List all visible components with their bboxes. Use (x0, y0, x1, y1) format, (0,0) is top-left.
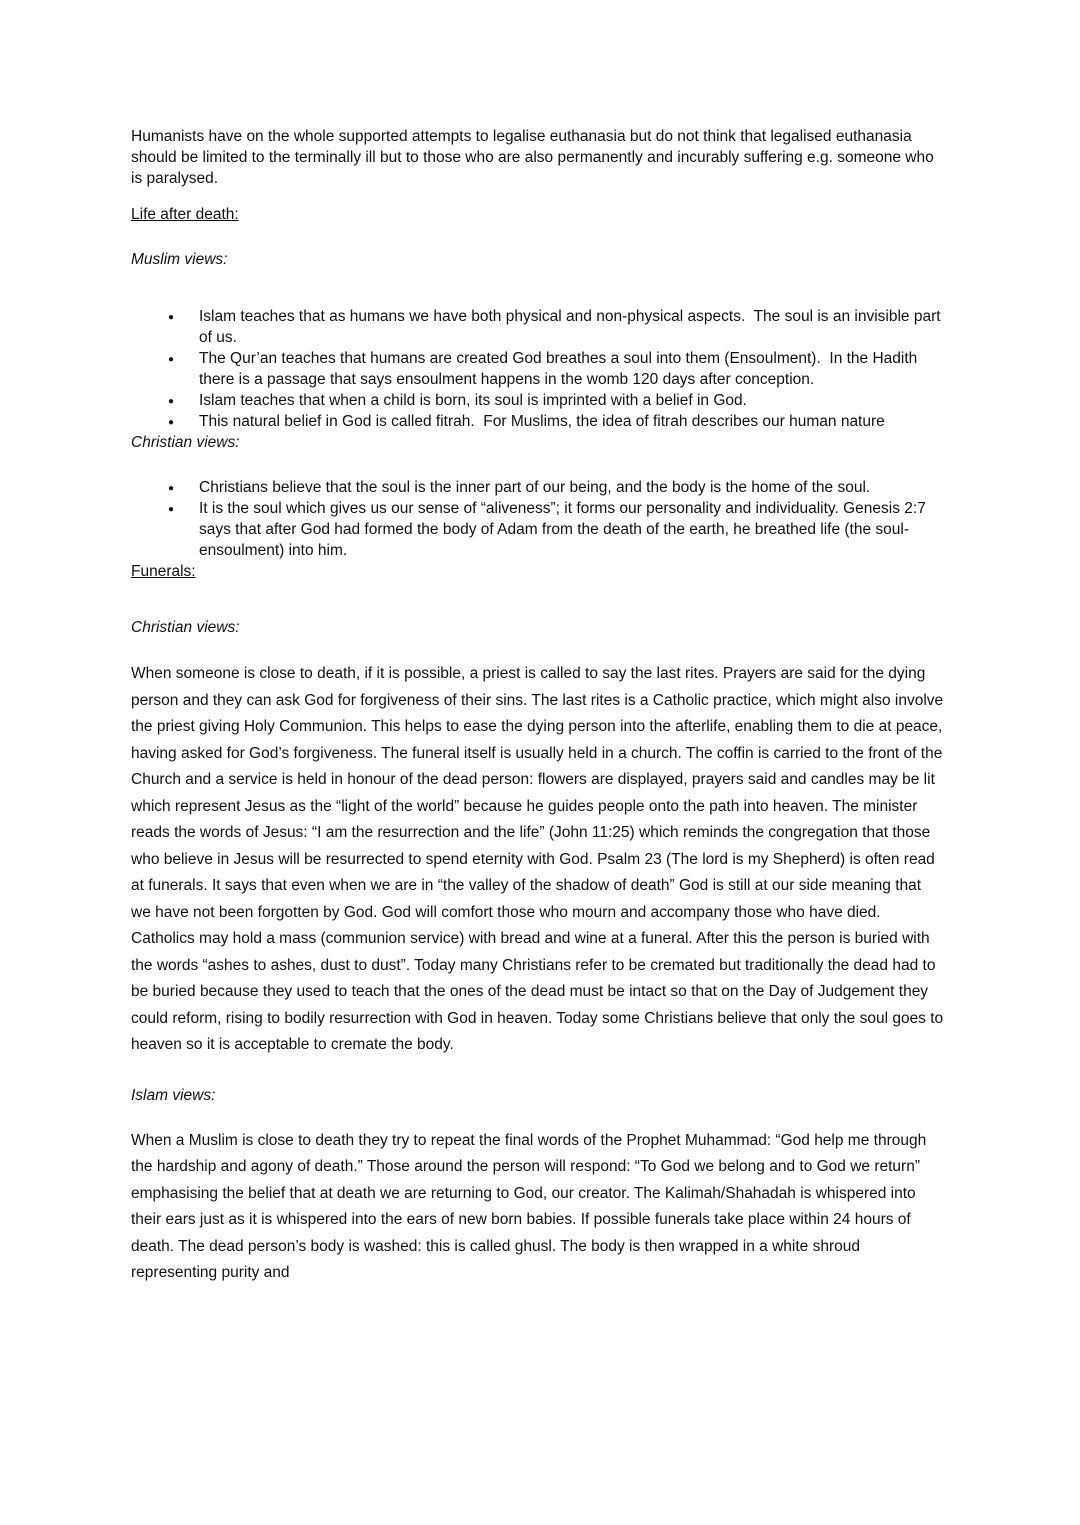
christian-views-bullet-list (131, 477, 945, 561)
bullet-item: ● Islam teaches that as humans we have both physical and non-physical aspects. The soul is an invisible part of us. (199, 306, 945, 348)
heading-life-after-death: Life after death: (131, 206, 239, 223)
subheading-funerals-islam-views: Islam views: (131, 1086, 216, 1104)
intro-paragraph: Humanists have on the whole supported attempts to legalise euthanasia but do not think that legalised euthanasia should be limited to the terminally ill but to those who are also permanently and incurably suffering e.g. someone who is paralysed. (131, 128, 939, 187)
muslim-views-bullet-list (131, 306, 945, 432)
bullet-item: ● Christians believe that the soul is the inner part of our being, and the body is the home of the soul. (199, 477, 945, 498)
funerals-christian-paragraph: When someone is close to death, if it is possible, a priest is called to say the last rites. Prayers are said for the dying person and they can ask God for forgiveness of their sins. The last rites is a Catholic practice, which might also involve the priest giving Holy Communion. This helps to ease the dying person into the afterlife, enabling them to die at peace, having asked for God’s forgiveness. The funeral itself is usually held in a church. The coffin is carried to the front of the Church and a service is held in honour of the dead person: flowers are displayed, prayers said and candles may be lit which represent Jesus as the “light of the world” because he guides people onto the path into heaven. The minister reads the words of Jesus: “I am the resurrection and the life” (John 11:25) which reminds the congregation that those who believe in Jesus will be resurrected to spend eternity with God. Psalm 23 (The lord is my Shepherd) is often read at funerals. It says that even when we are in “the valley of the shadow of death” God is still at our side meaning that we have not been forgotten by God. God will comfort those who mourn and accompany those who have died. Catholics may hold a mass (communion service) with bread and wine at a funeral. After this the person is buried with the words “ashes to ashes, dust to dust”. Today many Christians refer to be cremated but traditionally the dead had to be buried because they used to teach that the ones of the dead must be intact so that on the Day of Judgement they could reform, rising to bodily resurrection with God in heaven. Today some Christians believe that only the soul goes to heaven so it is acceptable to cremate the body. (131, 665, 948, 1053)
subheading-christian-views: Christian views: (131, 434, 240, 451)
subheading-funerals-christian-views: Christian views: (131, 619, 240, 636)
subheading-muslim-views: Muslim views: (131, 251, 228, 268)
bullet-item: ● It is the soul which gives us our sense of “aliveness”; it forms our personality and individuality. Genesis 2:7 says that after God had formed the body of Adam from the death of the earth, he breathed life (the soul- ensoulment) into him. (199, 498, 945, 561)
bullet-item: ● This natural belief in God is called fitrah. For Muslims, the idea of fitrah describes our human nature (199, 411, 945, 432)
funerals-islam-paragraph: When a Muslim is close to death they try to repeat the final words of the Prophet Muhammad: “God help me through the hardship and agony of death.” Those around the person will respond: “To God we belong and to God we return” emphasising the belief that at death we are returning to God, our creator. The Kalimah/Shahadah is whispered into their ears just as it is whispered into the ears of new born babies. If possible funerals take place within 24 hours of death. The dead person’s body is washed: this is called ghusl. The body is then wrapped in a white shroud representing purity and (131, 1131, 931, 1281)
bullet-item: ● Islam teaches that when a child is born, its soul is imprinted with a belief in God. (199, 390, 945, 411)
heading-funerals: Funerals: (131, 563, 196, 580)
bullet-item: ● The Qur’an teaches that humans are created God breathes a soul into them (Ensoulment). In the Hadith there is a passage that says ensoulment happens in the womb 120 days after conception. (199, 348, 945, 390)
